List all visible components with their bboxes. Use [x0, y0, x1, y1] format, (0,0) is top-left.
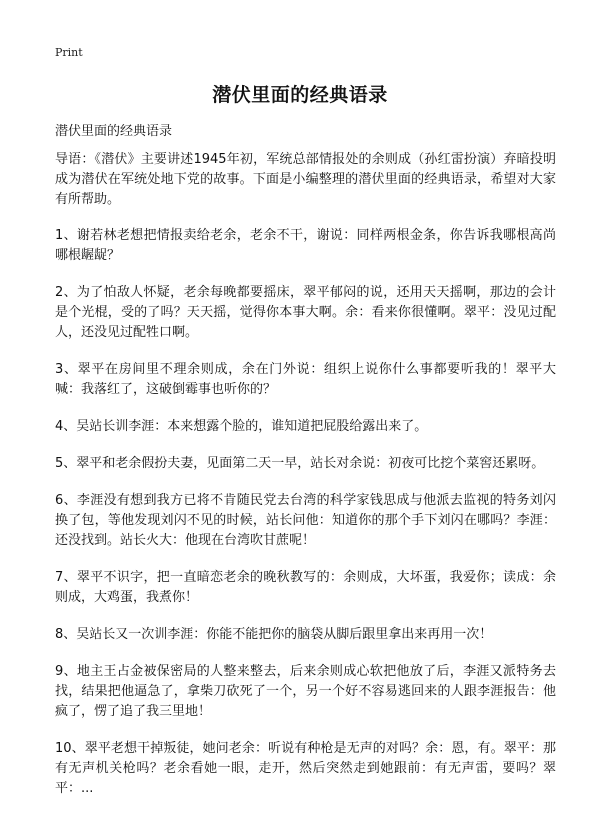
intro-paragraph: 导语：《潜伏》主要讲述1945年初，军统总部情报处的余则成（孙红雷扮演）弃暗投明成为潜伏在军统处地下党的故事。下面是小编整理的潜伏里面的经典语录，希望对大家有所帮助。 — [55, 152, 556, 207]
quote-paragraph: 10、翠平老想干掉叛徒，她问老余：听说有种枪是无声的对吗？余：恩，有。翠平：那有无声机关枪吗？老余看她一眼，走开，然后突然走到她跟前：有无声雷，要吗？翠平：... — [55, 741, 556, 796]
quote-paragraph: 7、翠平不识字，把一直暗恋老余的晚秋教写的：余则成，大坏蛋，我爱你；读成：余则成，大鸡蛋，我煮你！ — [55, 570, 556, 605]
quote-paragraph: 1、谢若林老想把情报卖给老余，老余不干，谢说：同样两根金条，你告诉我哪根高尚哪根龌龊？ — [55, 228, 556, 263]
print-link[interactable]: Print — [55, 46, 83, 59]
quote-paragraph: 9、地主王占金被保密局的人整来整去，后来余则成心软把他放了后，李涯又派特务去找，结果把他逼急了，拿柴刀砍死了一个，另一个好不容易逃回来的人跟李涯报告：他疯了，愣了追了我三里地！ — [55, 664, 556, 719]
article-body — [55, 150, 556, 816]
quote-paragraph: 5、翠平和老余假扮夫妻，见面第二天一早，站长对余说：初夜可比挖个菜窖还累呀。 — [55, 456, 545, 471]
page-title: 潜伏里面的经典语录 — [212, 84, 388, 106]
quote-paragraph: 3、翠平在房间里不理余则成，余在门外说：组织上说你什么事都要听我的！翠平大喊：我落红了，这破倒霉事也听你的？ — [55, 362, 556, 397]
quote-paragraph: 6、李涯没有想到我方已将不肯随民党去台湾的科学家钱思成与他派去监视的特务刘闪换了包，等他发现刘闪不见的时候，站长问他：知道你的那个手下刘闪在哪吗？李涯：还没找到。站长火大：他现在台湾吹甘蔗呢！ — [55, 493, 556, 548]
article-subtitle: 潜伏里面的经典语录 — [55, 124, 173, 139]
quote-paragraph: 8、吴站长又一次训李涯：你能不能把你的脑袋从脚后跟里拿出来再用一次！ — [55, 627, 493, 642]
quote-paragraph: 4、吴站长训李涯：本来想露个脸的，谁知道把屁股给露出来了。 — [55, 419, 428, 434]
quote-paragraph: 2、为了怕敌人怀疑，老余每晚都要摇床，翠平郁闷的说，还用天天摇啊，那边的会计是个光棍，受的了吗？天天摇，觉得你本事大啊。余：看来你很懂啊。翠平：没见过配人，还没见过配牲口啊。 — [55, 285, 556, 340]
